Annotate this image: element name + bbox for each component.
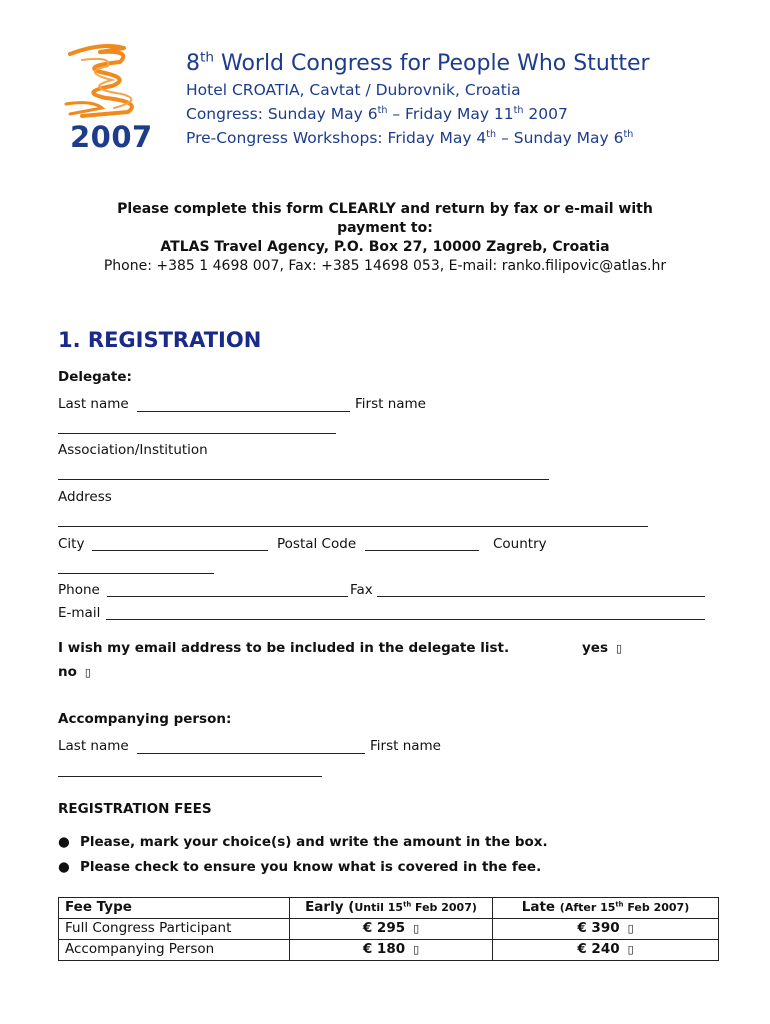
yes-checkbox-icon[interactable]: ▯	[616, 642, 623, 655]
early-fee-option[interactable]: € 295 ▯	[290, 919, 493, 940]
city-field[interactable]	[92, 536, 268, 551]
table-row	[59, 919, 719, 940]
congress-dates: Congress: Sunday May 6th – Friday May 11th 2007	[186, 104, 568, 123]
accompanying-last-name-label: Last name	[58, 738, 129, 754]
form-instructions	[58, 200, 712, 276]
venue-line: Hotel CROATIA, Cavtat / Dubrovnik, Croatia	[186, 81, 521, 99]
congress-header	[62, 42, 742, 162]
country-label: Country	[493, 536, 547, 552]
checkbox-icon[interactable]: ▯	[413, 943, 420, 956]
email-consent-question: I wish my email address to be included in the delegate list.	[58, 640, 510, 656]
phone-label: Phone	[58, 582, 100, 598]
header-text	[186, 50, 650, 150]
table-row	[59, 940, 719, 961]
agency-address: ATLAS Travel Agency, P.O. Box 27, 10000 Zagreb, Croatia	[160, 239, 610, 255]
no-checkbox-icon[interactable]: ▯	[84, 666, 91, 679]
late-fee-option[interactable]: € 390 ▯	[493, 919, 719, 940]
bullet-icon: ●	[58, 859, 70, 875]
list-item: ● Please, mark your choice(s) and write the amount in the box.	[58, 834, 548, 850]
city-label: City	[58, 536, 85, 552]
logo-year: 2007	[70, 120, 153, 154]
delegate-last-name-field[interactable]	[137, 397, 350, 412]
checkbox-icon[interactable]: ▯	[627, 922, 634, 935]
col-early: Early (Until 15th Feb 2007)	[290, 898, 493, 919]
fax-label: Fax	[350, 582, 373, 598]
last-name-label: Last name	[58, 396, 129, 412]
fax-field[interactable]	[377, 582, 705, 597]
consent-no-option[interactable]	[58, 664, 91, 680]
accompanying-first-name-field[interactable]	[58, 762, 322, 777]
fees-table	[58, 897, 719, 961]
agency-contact: Phone: +385 1 4698 007, Fax: +385 14698 053, E-mail: ranko.filipovic@atlas.hr	[103, 258, 667, 274]
address-label: Address	[58, 489, 112, 505]
congress-logo	[62, 42, 172, 157]
fee-type-cell: Full Congress Participant	[59, 919, 290, 940]
email-label: E-mail	[58, 605, 101, 621]
delegate-heading: Delegate:	[58, 369, 132, 385]
instruction-line: payment to:	[337, 220, 433, 236]
phone-field[interactable]	[107, 582, 348, 597]
consent-no-label: no	[58, 664, 77, 680]
consent-yes-label: yes	[582, 640, 608, 656]
association-label: Association/Institution	[58, 442, 208, 458]
fees-heading: REGISTRATION FEES	[58, 801, 212, 817]
late-fee-option[interactable]: € 240 ▯	[493, 940, 719, 961]
first-name-label: First name	[355, 396, 426, 412]
association-field[interactable]	[58, 465, 549, 480]
fees-instructions	[58, 834, 718, 884]
section-title-registration: 1. REGISTRATION	[58, 328, 262, 352]
wave-logo-icon	[62, 42, 172, 122]
accompanying-last-name-field[interactable]	[137, 739, 365, 754]
list-item: ● Please check to ensure you know what is covered in the fee.	[58, 859, 542, 875]
checkbox-icon[interactable]: ▯	[413, 922, 420, 935]
workshop-dates: Pre-Congress Workshops: Friday May 4th – Sunday May 6th	[186, 128, 634, 147]
instruction-line: Please complete this form CLEARLY and return by fax or e-mail with	[117, 201, 653, 217]
accompanying-heading: Accompanying person:	[58, 711, 232, 727]
postal-code-field[interactable]	[365, 536, 479, 551]
address-field[interactable]	[58, 512, 648, 527]
country-field[interactable]	[58, 559, 214, 574]
consent-yes-option[interactable]	[582, 640, 622, 656]
early-fee-option[interactable]: € 180 ▯	[290, 940, 493, 961]
col-late: Late (After 15th Feb 2007)	[493, 898, 719, 919]
bullet-icon: ●	[58, 834, 70, 850]
email-field[interactable]	[106, 605, 705, 620]
delegate-first-name-field[interactable]	[58, 419, 336, 434]
fee-type-cell: Accompanying Person	[59, 940, 290, 961]
table-header-row	[59, 898, 719, 919]
checkbox-icon[interactable]: ▯	[627, 943, 634, 956]
accompanying-first-name-label: First name	[370, 738, 441, 754]
congress-title: 8th World Congress for People Who Stutter	[186, 49, 650, 76]
postal-code-label: Postal Code	[277, 536, 357, 552]
col-fee-type: Fee Type	[59, 898, 290, 919]
